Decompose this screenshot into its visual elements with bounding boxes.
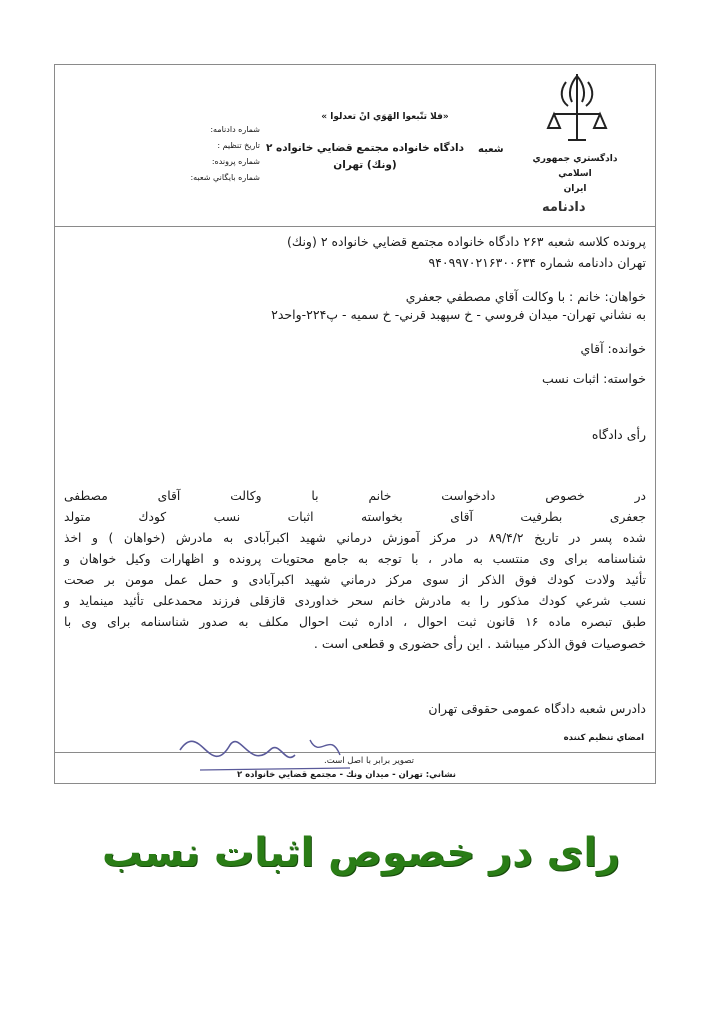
- handwritten-signature: [160, 710, 360, 790]
- paragraph-line-4: شناسنامه برای وی منتسب به مادر ، با توجه به جامع محتويات پرونده و اظهارات وكيل خواهان و: [64, 552, 646, 566]
- signature-label: امضاي تنظيم كننده: [563, 733, 644, 743]
- paragraph-line-5: تأئيد ولادت كودك فوق الذكر از سوی مركز درماني شهيد اكبرآبادی و حمل عمل مومن بر صحت: [64, 573, 646, 587]
- header-divider: [54, 226, 656, 227]
- country-line-1: دادگستري جمهوري اسلامي: [532, 154, 618, 179]
- address-footer: نشاني: تهران - ميدان ونك - مجتمع قضايي خانواده ۲: [237, 770, 456, 780]
- paragraph-line-6: نسب شرعي كودك مذكور را به مادرش خانم سحر خداوردی قازقلی فرزند محمدعلی تأئيد مينمايد و: [64, 594, 646, 608]
- paragraph-line-7: طبق تبصره ماده ۱۶ قانون ثبت احوال ، اداره ثبت احوال مكلف به صدور شناسنامه برای وی با: [64, 615, 646, 629]
- plaintiff-line: خواهان: خانم : با وكالت آقاي مصطفي جعفري: [405, 289, 646, 304]
- court-line-2: (ونك) تهران: [333, 159, 397, 171]
- defendant-line: خوانده: آقاي: [580, 341, 646, 356]
- court-name: [250, 140, 480, 174]
- court-opinion-title: رأی دادگاه: [591, 427, 646, 442]
- document-title: دادنامه: [542, 200, 586, 215]
- meta-issue-date: تاريخ تنظيم :: [217, 141, 260, 150]
- request-line: خواسته: اثبات نسب: [542, 371, 646, 386]
- paragraph-last-line: خصوصيات فوق الذكر ميباشد . اين رأی حضوری و قطعی است .: [313, 636, 646, 651]
- paragraph-line-3: شده پسر در تاريخ ۸۹/۴/۲ در مركز آموزش درماني شهيد اكبرآبادی به مادرش (خواهان ) و اخذ: [64, 531, 646, 545]
- meta-case-number: شماره پرونده:: [211, 157, 260, 166]
- judge-line: دادرس شعبه دادگاه عمومی حقوقی تهران: [428, 701, 646, 716]
- copy-note: تصوير برابر با اصل است.: [324, 756, 414, 766]
- verdict-number-line: تهران دادنامه شماره ۹۴۰۹۹۷۰۲۱۶۳۰۰۶۳۴: [428, 255, 646, 270]
- document-meta-fields: [150, 122, 260, 186]
- address-line: به نشاني تهران- ميدان فروسي - خ سپهبد قرني- خ سميه - پ۲۲۴-واحد۲: [271, 307, 646, 322]
- branch-label: شعبه: [478, 144, 504, 155]
- meta-archive-number: شماره بايگاني شعبه:: [190, 173, 260, 182]
- court-line-1: دادگاه خانواده مجتمع قضايي خانواده ۲: [265, 142, 465, 154]
- meta-verdict-number: شماره دادنامه:: [210, 125, 260, 134]
- case-line: پرونده کلاسه شعبه ۲۶۳ دادگاه خانواده مجتمع قضايي خانواده ۲ (ونك): [287, 234, 646, 249]
- page-banner: رای در خصوص اثبات نسب: [101, 830, 621, 876]
- quran-verse: «فلا تتّبعوا الهَوَي انْ تعدلوا »: [321, 112, 449, 122]
- paragraph-line-1: در خصوص دادخواست خانم با وکالت آقای مصطفی: [64, 489, 646, 503]
- country-line-2: ايران: [563, 184, 587, 194]
- country-name: [520, 152, 630, 197]
- paragraph-line-2: جعفری بطرفيت آقای بخواسته اثبات نسب كودك متولد: [64, 510, 646, 524]
- iran-emblem-icon: [542, 70, 612, 150]
